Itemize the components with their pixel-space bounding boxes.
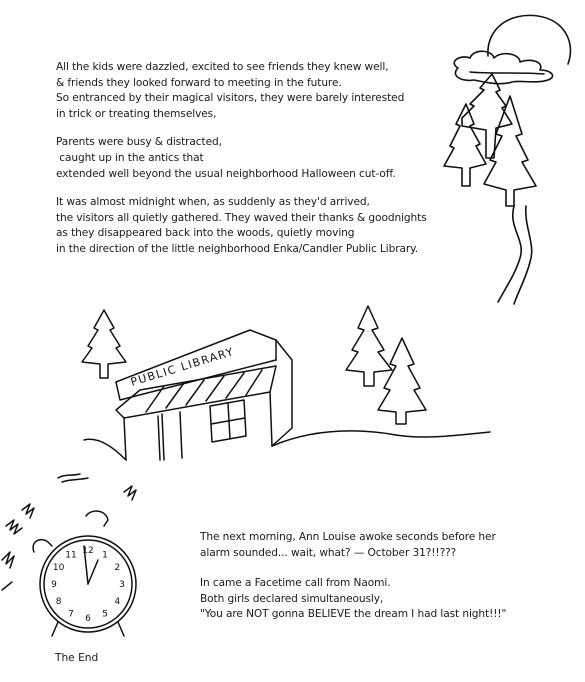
story-block-lower [200,530,506,623]
clock-numeral: 6 [85,614,91,624]
library-illustration [80,300,500,480]
story-line: It was almost midnight when, as suddenly as they'd arrived, [56,196,370,209]
clock-numeral: 3 [119,580,125,590]
library-sign: PUBLIC LIBRARY [129,344,236,389]
story-line: In came a Facetime call from Naomi. [200,577,391,590]
story-line: & friends they looked forward to meeting in the future. [56,76,342,89]
story-line: in trick or treating themselves, [56,107,217,120]
pine-tree-shape [346,306,392,386]
story-line: The next morning, Ann Louise awoke seconds before her [200,531,496,543]
the-end-label: The End [55,652,99,664]
story-line: the visitors all quietly gathered. They waved their thanks & goodnights [56,211,427,224]
pine-tree-shape [484,96,536,206]
winding-path [514,206,532,304]
pine-tree-shape [462,74,512,158]
alarm-clock-illustration [0,470,180,650]
clock-hand-hour [88,560,98,584]
clock-numeral: 11 [65,550,77,561]
story-line: extended well beyond the usual neighborhood Halloween cut-off. [56,167,396,180]
story-line: All the kids were dazzled, excited to see friends they knew well, [56,61,389,73]
clock-bell [33,540,52,552]
winding-path [498,206,521,302]
clock-numeral: 2 [114,563,121,573]
clock-numeral: 10 [52,563,65,573]
clock-numeral: 7 [68,609,74,620]
clock-numeral: 4 [114,597,121,607]
cloud-shape [454,51,552,83]
moon-trees-illustration [440,8,580,308]
story-line: "You are NOT gonna BELIEVE the dream I had last night!!!" [200,608,507,621]
story-block-upper [56,60,427,258]
clock-numeral: 1 [102,550,108,561]
zzz-lines [58,474,88,482]
moon-shape [488,15,571,64]
clock-numeral: 12 [82,546,94,556]
cloud-line [470,72,544,74]
clock-numeral: 5 [102,609,108,620]
library-roof-side [272,340,292,446]
story-line: So entranced by their magical visitors, they were barely interested [56,92,405,105]
clock-bell [86,511,108,526]
library-window [210,400,246,442]
clock-numeral: 9 [51,580,57,590]
story-line: Both girls declared simultaneously, [200,592,384,605]
library-wall [124,392,272,460]
ringing-mark [2,486,136,590]
story-line: Parents were busy & distracted, [56,136,222,149]
library-ground [84,431,490,460]
pine-tree-shape [444,104,486,186]
pine-tree-shape [378,338,426,424]
clock-numeral: 8 [55,597,62,607]
story-line: caught up in the antics that [56,151,204,164]
story-line: as they disappeared back into the woods, quietly moving [56,227,355,240]
story-line: in the direction of the little neighborhood Enka/Candler Public Library. [56,242,419,255]
pine-tree-shape [82,310,126,378]
story-line: alarm sounded... wait, what? — October 31?!!??? [200,546,457,559]
library-door [162,412,182,460]
